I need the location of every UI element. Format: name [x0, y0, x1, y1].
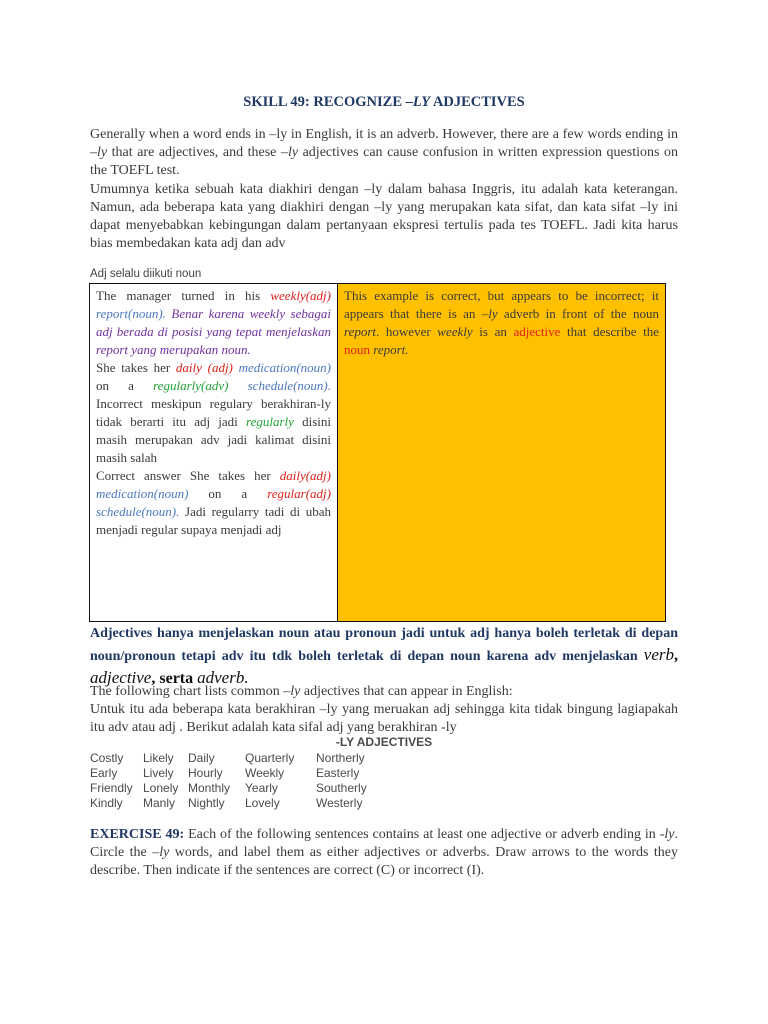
table-cell: Westerly	[316, 796, 363, 810]
exercise-ly-2: ly	[159, 845, 170, 860]
table-cell: Quarterly	[245, 751, 295, 765]
para3-ly: ly	[290, 684, 301, 699]
table-cell: Early	[90, 766, 118, 780]
para1-text-b: that are adjectives, and these –	[107, 145, 288, 160]
para3-text-a: The following chart lists common –	[90, 684, 291, 699]
s3-schedule-noun: schedule(noun).	[96, 504, 180, 519]
exercise-text-b: . Circle the –	[90, 827, 678, 860]
para1-text-a: Generally when a word ends in –ly in English, it is an adverb. However, there are a few words ending in –	[90, 127, 678, 160]
s2-note-a: Incorrect meskipun regulary berakhiran-ly tidak berarti itu adj jadi	[96, 396, 331, 429]
rule-verb: verb	[643, 645, 674, 664]
table-caption: Adj selalu diikuti noun	[90, 268, 202, 280]
s1-note: Benar karena weekly sebagai adj berada di posisi yang tepat menjelaskan report yang merupakan noun.	[96, 306, 331, 357]
note-weekly: weekly	[437, 324, 473, 339]
adjective-rule-paragraph	[90, 623, 678, 690]
table-cell: Monthly	[188, 781, 231, 795]
table-cell: Likely	[143, 751, 174, 765]
s2-note-b: disini masih merupakan adv jadi kalimat disini masih salah	[96, 414, 331, 465]
example-correct-note-cell	[338, 284, 665, 621]
rule-comma-2: ,	[151, 670, 160, 687]
rule-adjective: adjective	[90, 668, 152, 687]
note-text-a: This example is correct, but appears to be incorrect; it appears that there is an –	[344, 288, 659, 321]
table-cell: Northerly	[316, 751, 365, 765]
s1-weekly-adj: weekly(adj)	[270, 288, 331, 303]
exercise-label: EXERCISE 49:	[90, 827, 185, 842]
note-ly: ly	[488, 306, 498, 321]
table-cell: Yearly	[245, 781, 278, 795]
s2-regularly-adv: regularly(adv)	[153, 378, 229, 393]
exercise-text-a: Each of the following sentences contains at least one adjective or adverb ending in -	[184, 827, 665, 842]
ly-adjectives-table-title: -LY ADJECTIVES	[335, 735, 433, 749]
intro-paragraph-indonesian: Umumnya ketika sebuah kata diakhiri dengan –ly dalam bahasa Inggris, itu adalah kata keterangan. Namun, ada beberapa kata yang diakhiri dengan –ly yang merupakan kata sifat, dan kata sifat –ly ini dapat menyebabkan kebingungan dalam pertanyaan ekspresi tertulis pada tes TOEFL. Jadi kita harus bias membedakan kata adj dan adv	[90, 182, 678, 251]
exercise-ly-1: ly	[664, 827, 675, 842]
table-cell: Nightly	[188, 796, 225, 810]
title-prefix: SKILL 49: RECOGNIZE –	[243, 94, 413, 110]
s3-on: on a	[188, 486, 268, 501]
note-adjective: adjective	[513, 324, 561, 339]
para1-ly-2: ly	[287, 145, 299, 160]
table-cell: Easterly	[316, 766, 360, 780]
table-cell: Friendly	[90, 781, 133, 795]
title-ly: LY	[412, 94, 431, 110]
para3-text-b: adjectives that can appear in English:	[300, 684, 513, 699]
table-cell: Lovely	[245, 796, 280, 810]
note-text-e: that describe the	[560, 324, 659, 339]
note-report-1: report	[344, 324, 377, 339]
s2-daily-adj: daily (adj)	[175, 360, 233, 375]
s2-text: She takes her	[96, 360, 176, 375]
s1-text: The manager turned in his	[96, 288, 271, 303]
table-cell: Hourly	[188, 766, 223, 780]
s3-daily-adj: daily(adj)	[279, 468, 331, 483]
s2-space-2	[228, 378, 247, 393]
note-report-2: report.	[373, 342, 409, 357]
s3-medication-noun: medication(noun)	[96, 486, 189, 501]
example-explanation-cell	[90, 284, 338, 621]
page-title	[0, 94, 768, 111]
intro-paragraph-english	[90, 126, 678, 180]
rule-text: Adjectives hanya menjelaskan noun atau pronoun jadi untuk adj hanya boleh terletak di depan noun/pronoun tetapi adv itu tdk boleh terletak di depan noun karena adv menjelaskan	[90, 626, 678, 664]
rule-serta: serta	[159, 670, 194, 687]
s2-schedule-noun: schedule(noun).	[247, 378, 331, 393]
chart-intro-paragraph	[90, 683, 678, 701]
note-noun: noun	[344, 342, 370, 357]
s3-text: Correct answer She takes her	[96, 468, 280, 483]
note-text-d: is an	[472, 324, 514, 339]
table-cell: Southerly	[316, 781, 367, 795]
s3-note: Jadi regularry tadi di ubah menjadi regular supaya menjadi adj	[96, 504, 331, 537]
s2-on: on a	[96, 378, 154, 393]
s3-regular-adj: regular(adj)	[267, 486, 331, 501]
s2-medication-noun: medication(noun)	[238, 360, 332, 375]
table-cell: Costly	[90, 751, 124, 765]
exercise-paragraph	[90, 826, 678, 880]
s1-report-noun: report(noun).	[96, 306, 166, 321]
note-text-c: . however	[376, 324, 438, 339]
title-suffix: ADJECTIVES	[430, 94, 525, 110]
table-cell: Manly	[143, 796, 176, 810]
example-box	[89, 283, 666, 622]
rule-adverb: adverb.	[197, 668, 249, 687]
chart-intro-indonesian: Untuk itu ada beberapa kata berakhiran –ly yang meruakan adj sehingga kita tidak bingung lagiapakah itu adv atau adj . Berikut adalah kata sifal adj yang berakhiran -ly	[90, 702, 678, 735]
note-text-b: adverb in front of the noun	[497, 306, 659, 321]
table-cell: Daily	[188, 751, 215, 765]
table-cell: Lonely	[143, 781, 179, 795]
exercise-text-c: words, and label them as either adjectives or adverbs. Draw arrows to the words they describe. Then indicate if the sentences are correct (C) or incorrect (I).	[90, 845, 678, 878]
s2-regularly-word: regularly	[246, 414, 294, 429]
para1-text-c: adjectives can cause confusion in written expression questions on the TOEFL test.	[90, 145, 678, 178]
para1-ly-1: ly	[97, 145, 108, 160]
table-cell: Weekly	[245, 766, 285, 780]
table-cell: Kindly	[90, 796, 123, 810]
rule-comma-1: ,	[674, 647, 678, 664]
table-cell: Lively	[143, 766, 174, 780]
